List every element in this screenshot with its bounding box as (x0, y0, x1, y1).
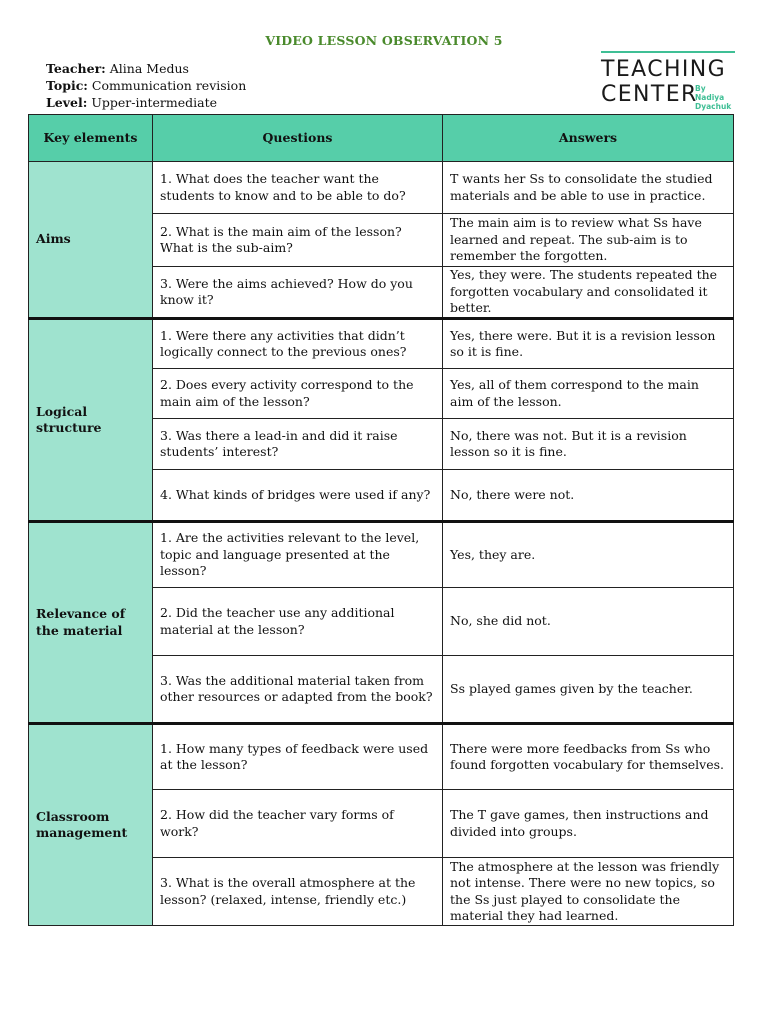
key-element-logical-structure: Logical structure (29, 319, 153, 522)
answer-cell: Yes, all of them correspond to the main aim of the lesson. (443, 369, 734, 419)
key-element-relevance: Relevance of the material (29, 522, 153, 724)
teacher-line (46, 60, 246, 77)
logo-accent-bar (601, 51, 735, 53)
question-cell: 3. Were the aims achieved? How do you know it? (153, 267, 443, 319)
topic-label: Topic: (46, 78, 88, 93)
teacher-value: Alina Medus (109, 61, 189, 76)
table-row (29, 162, 734, 214)
logo-byline (695, 84, 735, 111)
answer-cell: Ss played games given by the teacher. (443, 656, 734, 724)
key-element-classroom-management: Classroom management (29, 724, 153, 926)
header-questions: Questions (153, 115, 443, 162)
table-header-row (29, 115, 734, 162)
topic-line (46, 77, 246, 94)
question-cell: 3. Was there a lead-in and did it raise students’ interest? (153, 419, 443, 470)
level-label: Level: (46, 95, 88, 110)
key-element-aims: Aims (29, 162, 153, 319)
question-cell: 1. Are the activities relevant to the level, topic and language presented at the lesson? (153, 522, 443, 588)
question-cell: 2. Does every activity correspond to the main aim of the lesson? (153, 369, 443, 419)
topic-value: Communication revision (91, 78, 247, 93)
logo-byline-1: By Nadiya (695, 84, 725, 102)
teaching-center-logo (601, 51, 735, 111)
question-cell: 2. Did the teacher use any additional material at the lesson? (153, 588, 443, 656)
answer-cell: T wants her Ss to consolidate the studied materials and be able to use in practice. (443, 162, 734, 214)
level-line (46, 94, 246, 111)
logo-line2: CENTER (601, 82, 698, 107)
document-title: VIDEO LESSON OBSERVATION 5 (265, 33, 503, 48)
answer-cell: No, she did not. (443, 588, 734, 656)
question-cell: 3. What is the overall atmosphere at the lesson? (relaxed, intense, friendly etc.) (153, 858, 443, 926)
table-row (29, 522, 734, 588)
answer-cell: No, there were not. (443, 470, 734, 522)
question-cell: 1. How many types of feedback were used at the lesson? (153, 724, 443, 790)
question-cell: 1. Were there any activities that didn’t logically connect to the previous ones? (153, 319, 443, 369)
header-key-elements: Key elements (29, 115, 153, 162)
question-cell: 1. What does the teacher want the students to know and to be able to do? (153, 162, 443, 214)
table-row (29, 319, 734, 369)
answer-cell: Yes, there were. But it is a revision lesson so it is fine. (443, 319, 734, 369)
logo-line1: TEACHING (601, 57, 727, 82)
answer-cell: Yes, they are. (443, 522, 734, 588)
answer-cell: There were more feedbacks from Ss who found forgotten vocabulary for themselves. (443, 724, 734, 790)
answer-cell: The T gave games, then instructions and divided into groups. (443, 790, 734, 858)
question-cell: 2. What is the main aim of the lesson? What is the sub-aim? (153, 214, 443, 267)
observation-table (28, 114, 734, 926)
question-cell: 3. Was the additional material taken from other resources or adapted from the book? (153, 656, 443, 724)
answer-cell: No, there was not. But it is a revision lesson so it is fine. (443, 419, 734, 470)
table-row (29, 724, 734, 790)
question-cell: 4. What kinds of bridges were used if any? (153, 470, 443, 522)
level-value: Upper-intermediate (91, 95, 218, 110)
question-cell: 2. How did the teacher vary forms of work? (153, 790, 443, 858)
answer-cell: The main aim is to review what Ss have learned and repeat. The sub-aim is to remember the forgotten. (443, 214, 734, 267)
logo-byline-2: Dyachuk (695, 102, 732, 111)
teacher-label: Teacher: (46, 61, 106, 76)
answer-cell: Yes, they were. The students repeated the forgotten vocabulary and consolidated it better. (443, 267, 734, 319)
header-answers: Answers (443, 115, 734, 162)
answer-cell: The atmosphere at the lesson was friendly not intense. There were no new topics, so the Ss just played to consolidate the material they had learned. (443, 858, 734, 926)
lesson-meta (46, 60, 246, 111)
